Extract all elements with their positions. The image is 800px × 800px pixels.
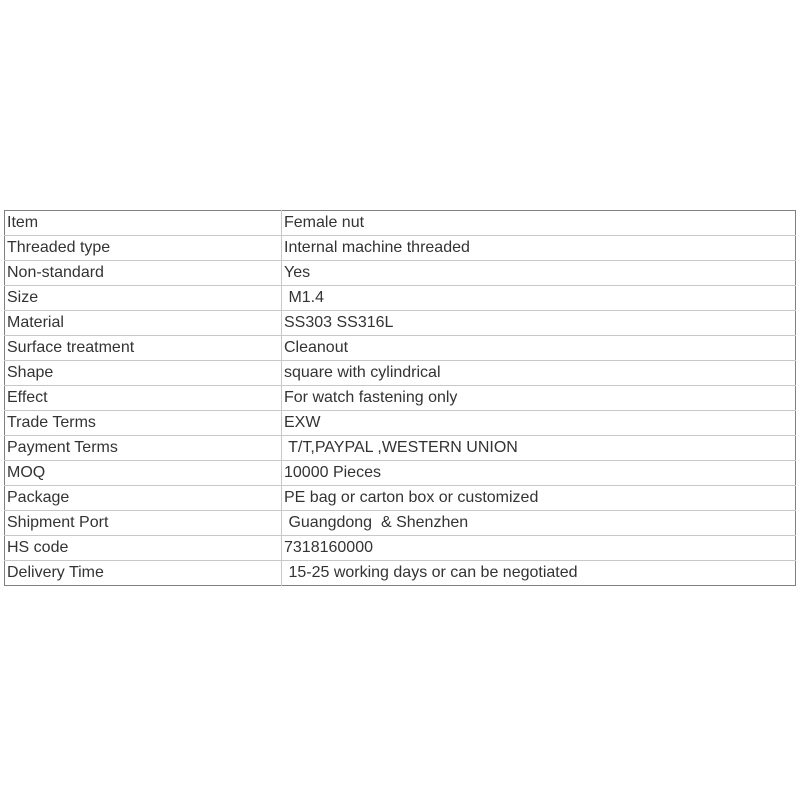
spec-value: SS303 SS316L [282,311,796,336]
table-row [5,261,796,286]
table-row [5,511,796,536]
spec-value: Female nut [284,214,365,231]
spec-key: Shape [5,361,282,386]
table-row [5,386,796,411]
spec-key: Surface treatment [5,336,282,361]
table-row [5,536,796,561]
table-row [5,211,796,236]
table-row [5,436,796,461]
spec-value: For watch fastening only [282,386,796,411]
spec-value: square with cylindrical [282,361,796,386]
spec-value: T/T,PAYPAL ,WESTERN UNION [282,436,796,461]
table-row [5,361,796,386]
spec-key: Threaded type [5,236,282,261]
spec-value: 15-25 working days or can be negotiated [282,561,796,586]
spec-value: M1.4 [282,286,796,311]
table-row [5,486,796,511]
spec-key: HS code [5,536,282,561]
spec-value: Yes [282,261,796,286]
spec-value: 10000 Pieces [282,461,796,486]
product-spec-table [4,210,796,586]
table-row [5,286,796,311]
spec-key: Material [5,311,282,336]
spec-key: Non-standard [5,261,282,286]
spec-value: Internal machine threaded [282,236,796,261]
spec-key: Item [5,211,282,236]
spec-value: PE bag or carton box or customized [282,486,796,511]
table-row [5,311,796,336]
spec-value: EXW [282,411,796,436]
spec-key: Delivery Time [5,561,282,586]
spec-value: Guangdong & Shenzhen [282,511,796,536]
spec-key: Shipment Port [5,511,282,536]
spec-key: Size [5,286,282,311]
spec-key: MOQ [5,461,282,486]
spec-key: Effect [5,386,282,411]
spec-key: Package [5,486,282,511]
spec-value: Cleanout [282,336,796,361]
table-row [5,336,796,361]
spec-key: Payment Terms [5,436,282,461]
spec-value: 7318160000 [282,536,796,561]
spec-key: Trade Terms [5,411,282,436]
table-row [5,236,796,261]
table-row [5,561,796,586]
table-row [5,461,796,486]
table-row [5,411,796,436]
